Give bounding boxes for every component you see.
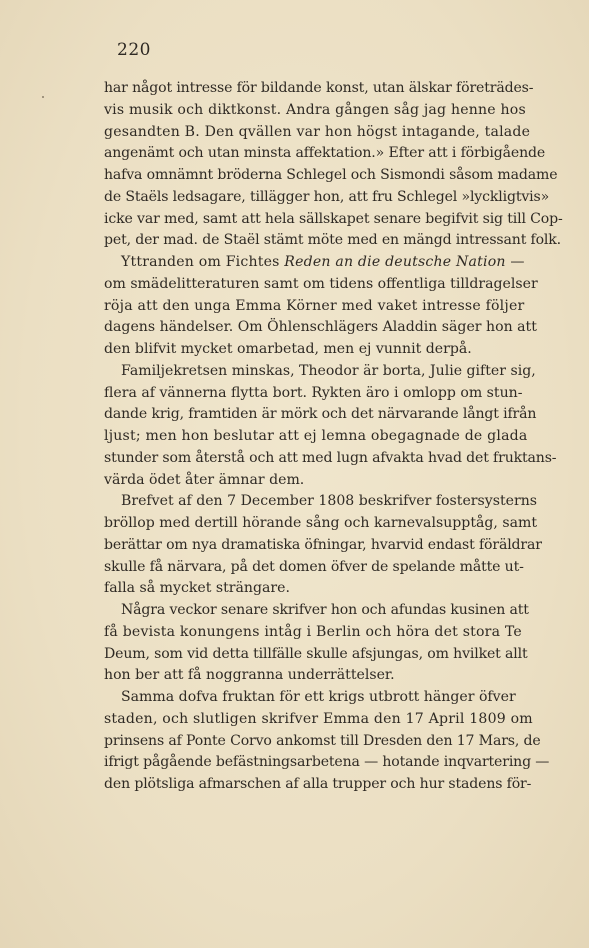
text-line: stunder som återstå och att med lugn afvakta hvad det fruktans- bbox=[104, 449, 557, 466]
text-line: falla så mycket strängare. bbox=[104, 580, 290, 597]
text-line: Deum, som vid detta tillfälle skulle afsjungas, om hvilket allt bbox=[104, 645, 528, 662]
text-line: bröllop med dertill hörande sång och karnevalsupptåg, samt bbox=[104, 515, 538, 531]
text-line: icke var med, samt att hela sällskapet senare begifvit sig till Cop- bbox=[104, 210, 563, 227]
text-line: Familjekretsen minskas, Theodor är borta, Julie gifter sig, bbox=[121, 362, 536, 379]
text-line: pet, der mad. de Staël stämt möte med en mängd intressant folk. bbox=[104, 232, 562, 249]
text-line: den blifvit mycket omarbetad, men ej vunnit derpå. bbox=[104, 341, 472, 357]
text-line: om smädelitteraturen samt om tidens offentliga tilldragelser bbox=[104, 275, 538, 292]
text-line: Samma dofva fruktan för ett krigs utbrott hänger öfver bbox=[121, 689, 516, 705]
text-line: vis musik och diktkonst. Andra gången såg jag henne hos bbox=[104, 101, 526, 118]
paper-speck bbox=[42, 96, 44, 98]
text-line bbox=[104, 252, 570, 274]
text-line: värda ödet åter ämnar dem. bbox=[104, 471, 305, 488]
text-segment: Yttranden om Fichtes bbox=[121, 254, 285, 270]
text-line: angenämt och utan minsta affektation.» Efter att i förbigående bbox=[104, 145, 546, 162]
text-line: ljust; men hon beslutar att ej lemna obegagnade de glada bbox=[104, 428, 528, 444]
text-line: ifrigt pågående befästningsarbetena — hotande inqvartering — bbox=[104, 754, 550, 771]
text-line: dande krig, framtiden är mörk och det närvarande långt ifrån bbox=[104, 406, 537, 423]
text-line: hon ber att få noggranna underrättelser. bbox=[104, 667, 395, 684]
page-number: 220 bbox=[117, 40, 151, 60]
text-line: Brefvet af den 7 December 1808 beskrifver fostersysterns bbox=[121, 493, 537, 510]
text-line: har något intresse för bildande konst, utan älskar företrädes- bbox=[104, 80, 534, 96]
text-line: röja att den unga Emma Körner med vaket intresse följer bbox=[104, 297, 525, 314]
text-line: gesandten B. Den qvällen var hon högst intagande, talade bbox=[104, 123, 531, 140]
text-line: hafva omnämnt bröderna Schlegel och Sismondi såsom madame bbox=[104, 167, 558, 183]
body-text bbox=[104, 78, 570, 796]
text-line: dagens händelser. Om Öhlenschlägers Aladdin säger hon att bbox=[104, 319, 537, 336]
text-segment: — bbox=[505, 254, 525, 270]
text-line: få bevista konungens intåg i Berlin och höra det stora Te bbox=[104, 623, 522, 640]
text-line: den plötsliga afmarschen af alla trupper och hur stadens för- bbox=[104, 776, 532, 792]
text-line: de Staëls ledsagare, tillägger hon, att fru Schlegel »lyckligtvis» bbox=[104, 188, 550, 205]
text-line: Några veckor senare skrifver hon och afundas kusinen att bbox=[121, 602, 529, 618]
text-line: staden, och slutligen skrifver Emma den 17 April 1809 om bbox=[104, 710, 533, 727]
italic-title: Reden an die deutsche Nation bbox=[284, 254, 506, 270]
text-line: skulle få närvara, på det domen öfver de spelande måtte ut- bbox=[104, 558, 524, 575]
text-line: berättar om nya dramatiska öfningar, hvarvid endast föräldrar bbox=[104, 536, 542, 553]
text-line: flera af vännerna flytta bort. Rykten äro i omlopp om stun- bbox=[104, 384, 523, 401]
text-line: prinsens af Ponte Corvo ankomst till Dresden den 17 Mars, de bbox=[104, 732, 541, 749]
